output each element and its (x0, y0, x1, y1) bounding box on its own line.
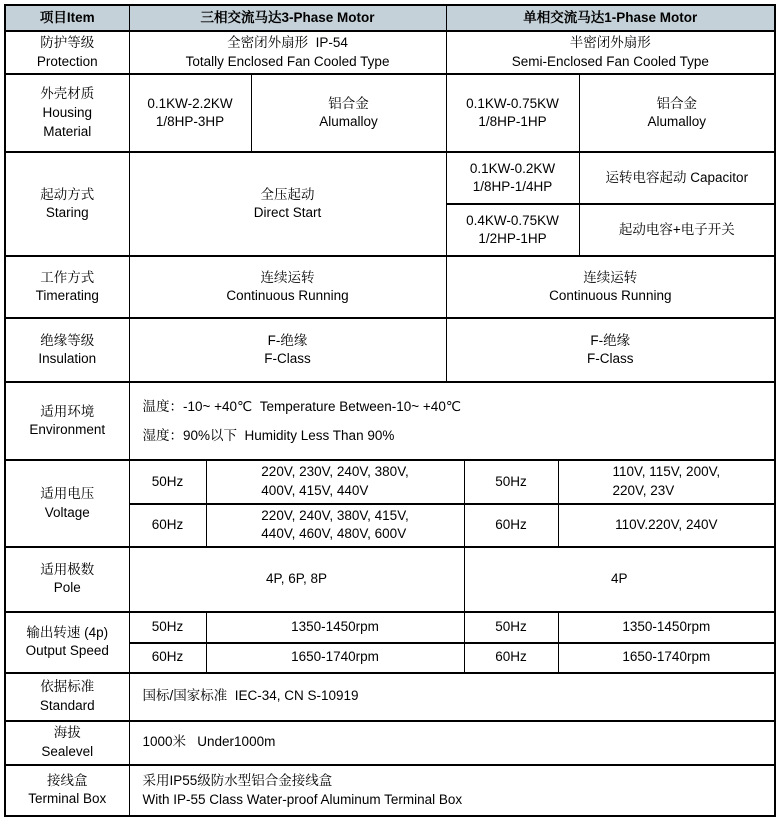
row-terminal (5, 765, 775, 816)
protection-label (5, 31, 129, 74)
housing-3phase-material-cell: 铝合金 Alumalloy (251, 74, 446, 152)
housing-3phase-power-cell: 0.1KW-2.2KW 1/8HP-3HP (129, 74, 251, 152)
voltage-3phase-60hz-cell: 60Hz (129, 504, 206, 547)
voltage-3phase-50hz-values: 220V, 230V, 240V, 380V, 400V, 415V, 440V (206, 460, 464, 503)
insulation-1phase-cell: F-绝缘 F-Class (446, 318, 775, 382)
speed-1phase-60hz-cell: 60Hz (464, 643, 558, 673)
environment-label: 适用环境 Environment (5, 382, 129, 460)
terminal-value-cell: 采用IP55级防水型铝合金接线盒 With IP-55 Class Water-proof Aluminum Terminal Box (129, 765, 775, 816)
pole-3phase-cell: 4P, 6P, 8P (129, 547, 464, 612)
speed-1phase-60hz-value: 1650-1740rpm (558, 643, 775, 673)
speed-1phase-50hz-value: 1350-1450rpm (558, 612, 775, 643)
header-one-phase-cell: 单相交流马达1-Phase Motor (446, 5, 775, 31)
voltage-1phase-50hz-cell: 50Hz (464, 460, 558, 503)
speed-3phase-60hz-cell: 60Hz (129, 643, 206, 673)
environment-value-cell: 温度：-10~ +40℃ Temperature Between-10~ +40℃ 湿度：90%以下 Humidity Less Than 90% (129, 382, 775, 460)
voltage-3phase-50hz-cell: 50Hz (129, 460, 206, 503)
protection-label-en: Protection (36, 53, 98, 69)
speed-3phase-50hz-cell: 50Hz (129, 612, 206, 643)
housing-label: 外壳材质 Housing Material (5, 74, 129, 152)
row-environment (5, 382, 775, 460)
voltage-1phase-60hz-cell: 60Hz (464, 504, 558, 547)
row-speed-50 (5, 612, 775, 643)
voltage-1phase-60hz-values: 110V.220V, 240V (558, 504, 775, 547)
row-standard (5, 673, 775, 721)
row-voltage-50 (5, 460, 775, 503)
speed-1phase-50hz-cell: 50Hz (464, 612, 558, 643)
voltage-1phase-50hz-values: 110V, 115V, 200V, 220V, 23V (558, 460, 775, 503)
starting-1phase-power1-cell: 0.1KW-0.2KW 1/8HP-1/4HP (446, 152, 579, 204)
header-item-cell: 项目Item (5, 5, 129, 31)
housing-1phase-power-cell: 0.1KW-0.75KW 1/8HP-1HP (446, 74, 579, 152)
starting-label: 起动方式 Staring (5, 152, 129, 256)
sealevel-value-cell: 1000米 Under1000m (129, 721, 775, 765)
pole-1phase-cell: 4P (464, 547, 775, 612)
speed-3phase-50hz-value: 1350-1450rpm (206, 612, 464, 643)
row-insulation (5, 318, 775, 382)
row-timerating (5, 256, 775, 318)
row-starting-1 (5, 152, 775, 204)
starting-1phase-method1-cell: 运转电容起动 Capacitor (579, 152, 775, 204)
header-row (5, 5, 775, 31)
spec-table (4, 4, 776, 817)
insulation-label: 绝缘等级 Insulation (5, 318, 129, 382)
insulation-3phase-cell: F-绝缘 F-Class (129, 318, 446, 382)
timerating-1phase-cell: 连续运转 Continuous Running (446, 256, 775, 318)
starting-1phase-power2-cell: 0.4KW-0.75KW 1/2HP-1HP (446, 204, 579, 256)
standard-value-cell: 国标/国家标准 IEC-34, CN S-10919 (129, 673, 775, 721)
pole-label: 适用极数 Pole (5, 547, 129, 612)
row-protection (5, 31, 775, 74)
starting-1phase-method2-cell: 起动电容+电子开关 (579, 204, 775, 256)
protection-1phase-cell: 半密闭外扇形 Semi-Enclosed Fan Cooled Type (446, 31, 775, 74)
voltage-label: 适用电压 Voltage (5, 460, 129, 547)
housing-1phase-material-cell: 铝合金 Alumalloy (579, 74, 775, 152)
standard-label: 依据标准 Standard (5, 673, 129, 721)
timerating-label: 工作方式 Timerating (5, 256, 129, 318)
protection-label-zh: 防护等级 (40, 35, 95, 50)
starting-3phase-cell: 全压起动 Direct Start (129, 152, 446, 256)
speed-label: 输出转速 (4p) Output Speed (5, 612, 129, 673)
row-pole (5, 547, 775, 612)
timerating-3phase-cell: 连续运转 Continuous Running (129, 256, 446, 318)
row-housing (5, 74, 775, 152)
terminal-label: 接线盒 Terminal Box (5, 765, 129, 816)
row-sealevel (5, 721, 775, 765)
voltage-3phase-60hz-values: 220V, 240V, 380V, 415V, 440V, 460V, 480V, 600V (206, 504, 464, 547)
protection-3phase-cell: 全密闭外扇形 IP-54 Totally Enclosed Fan Cooled Type (129, 31, 446, 74)
speed-3phase-60hz-value: 1650-1740rpm (206, 643, 464, 673)
sealevel-label: 海拔 Sealevel (5, 721, 129, 765)
header-three-phase-cell: 三相交流马达3-Phase Motor (129, 5, 446, 31)
